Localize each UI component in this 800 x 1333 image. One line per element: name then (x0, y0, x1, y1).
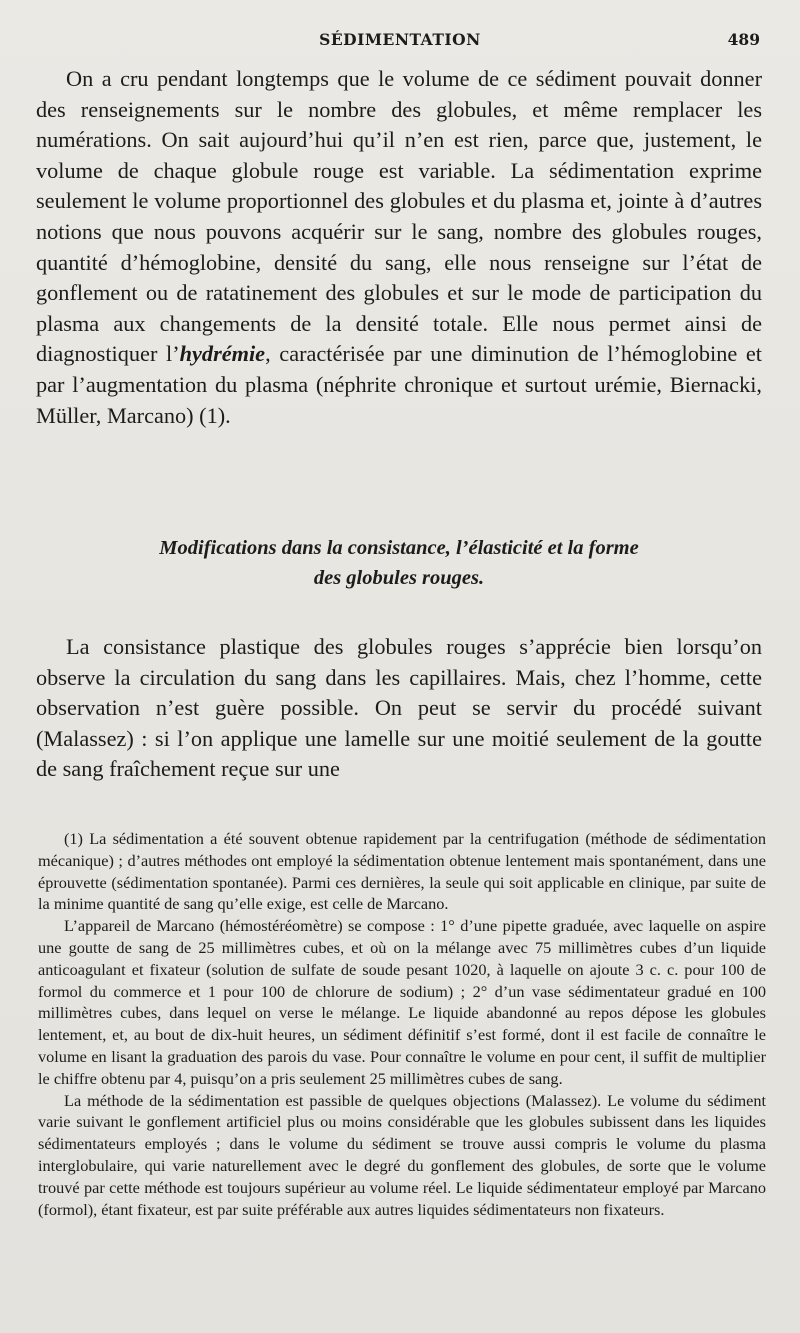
footnote-2: L’appareil de Marcano (hémostéréomètre) se compose : 1° d’une pipette graduée, avec laquelle on aspire une goutte de sang de 25 millimètres cubes, et où on la mélange avec 75 millimètres cubes d’un liquide anticoagulant et fixateur (solution de sulfate de soude pesant 1020, à laquelle on ajoute 3 c. c. pour 100 de formol du commerce et 1 pour 100 de chlorure de sodium) ; 2° d’un vase sédimentateur gradué en 100 millimètres cubes, dans lequel on verse le mélange. Le liquide abandonné au repos dépose les globules lentement, et, au bout de dix-huit heures, un sédiment définitif s’est formé, dont il est facile de connaître le volume en lisant la graduation des parois du vase. Pour connaître le volume en pour cent, il suffit de multiplier le chiffre obtenu par 4, puisqu’on a pris seulement 25 millimètres cubes de sang. (38, 916, 766, 1088)
paragraph-sedimentation (36, 64, 762, 431)
italic-term: hydrémie (179, 341, 266, 367)
heading-line-2: des globules rouges. (313, 567, 485, 589)
footnote-3: La méthode de la sédimentation est passible de quelques objections (Malassez). Le volume du sédiment varie suivant le gonflement artificiel plus ou moins considérable que les globules subissent dans les liquides sédimentateurs employés ; dans le volume du sédiment se trouve aussi compris le volume du plasma interglobulaire, qui varie naturellement avec le degré du gonflement des globules, de sorte que le volume trouvé par cette méthode est toujours supérieur au volume réel. Le liquide sédimentateur employé par Marcano (formol), étant fixateur, est par suite préférable aux autres liquides sédimentateurs non fixateurs. (38, 1090, 766, 1219)
paragraph-consistance: La consistance plastique des globules rouges s’apprécie bien lorsqu’on observe la circulation du sang dans les capillaires. Mais, chez l’homme, cette observation n’est guère possible. On peut se servir du procédé suivant (Malassez) : si l’on applique une lamelle sur une moitié seulement de la goutte de sang fraîchement reçue sur une (36, 634, 762, 782)
footnote-1: (1) La sédimentation a été souvent obtenue rapidement par la centrifugation (méthode de sédimentation mécanique) ; d’autres méthodes ont employé la sédimentation obtenue lentement mais spontanément, dans une éprouvette (sédimentation spontanée). Parmi ces dernières, la seule qui soit applicable en clinique, par suite de la minime quantité de sang qu’elle exige, est celle de Marcano. (38, 829, 766, 914)
running-header (0, 30, 800, 54)
section-heading (36, 533, 762, 593)
paragraph-text: On a cru pendant longtemps que le volume de ce sédiment pouvait donner des renseignements sur le nombre des globules, et même remplacer les numérations. On sait aujourd’hui qu’il n’en est rien, parce que, justement, le volume de chaque globule rouge est variable. La sédimentation exprime seulement le volume proportionnel des globules et du plasma et, jointe à d’autres notions que nous pouvons acquérir sur le sang, nombre des globules rouges, quantité d’hémoglobine, densité du sang, elle nous renseigne sur l’état de gonflement ou de ratatinement des globules et sur le mode de participation du plasma aux changements de la densité totale. Elle nous permet ainsi de diagnostiquer l’ (36, 66, 762, 367)
heading-line-1: Modifications dans la consistance, l’élasticité et la forme (159, 537, 639, 559)
page-number: 489 (727, 30, 760, 49)
footnotes (38, 828, 766, 1220)
running-title: SÉDIMENTATION (319, 30, 481, 49)
paragraph-text: , caractérisée par une diminution de l’hémoglobine et par l’augmentation du plasma (néphrite chronique et surtout urémie, Biernacki, Müller, Marcano) (1). (36, 341, 762, 428)
